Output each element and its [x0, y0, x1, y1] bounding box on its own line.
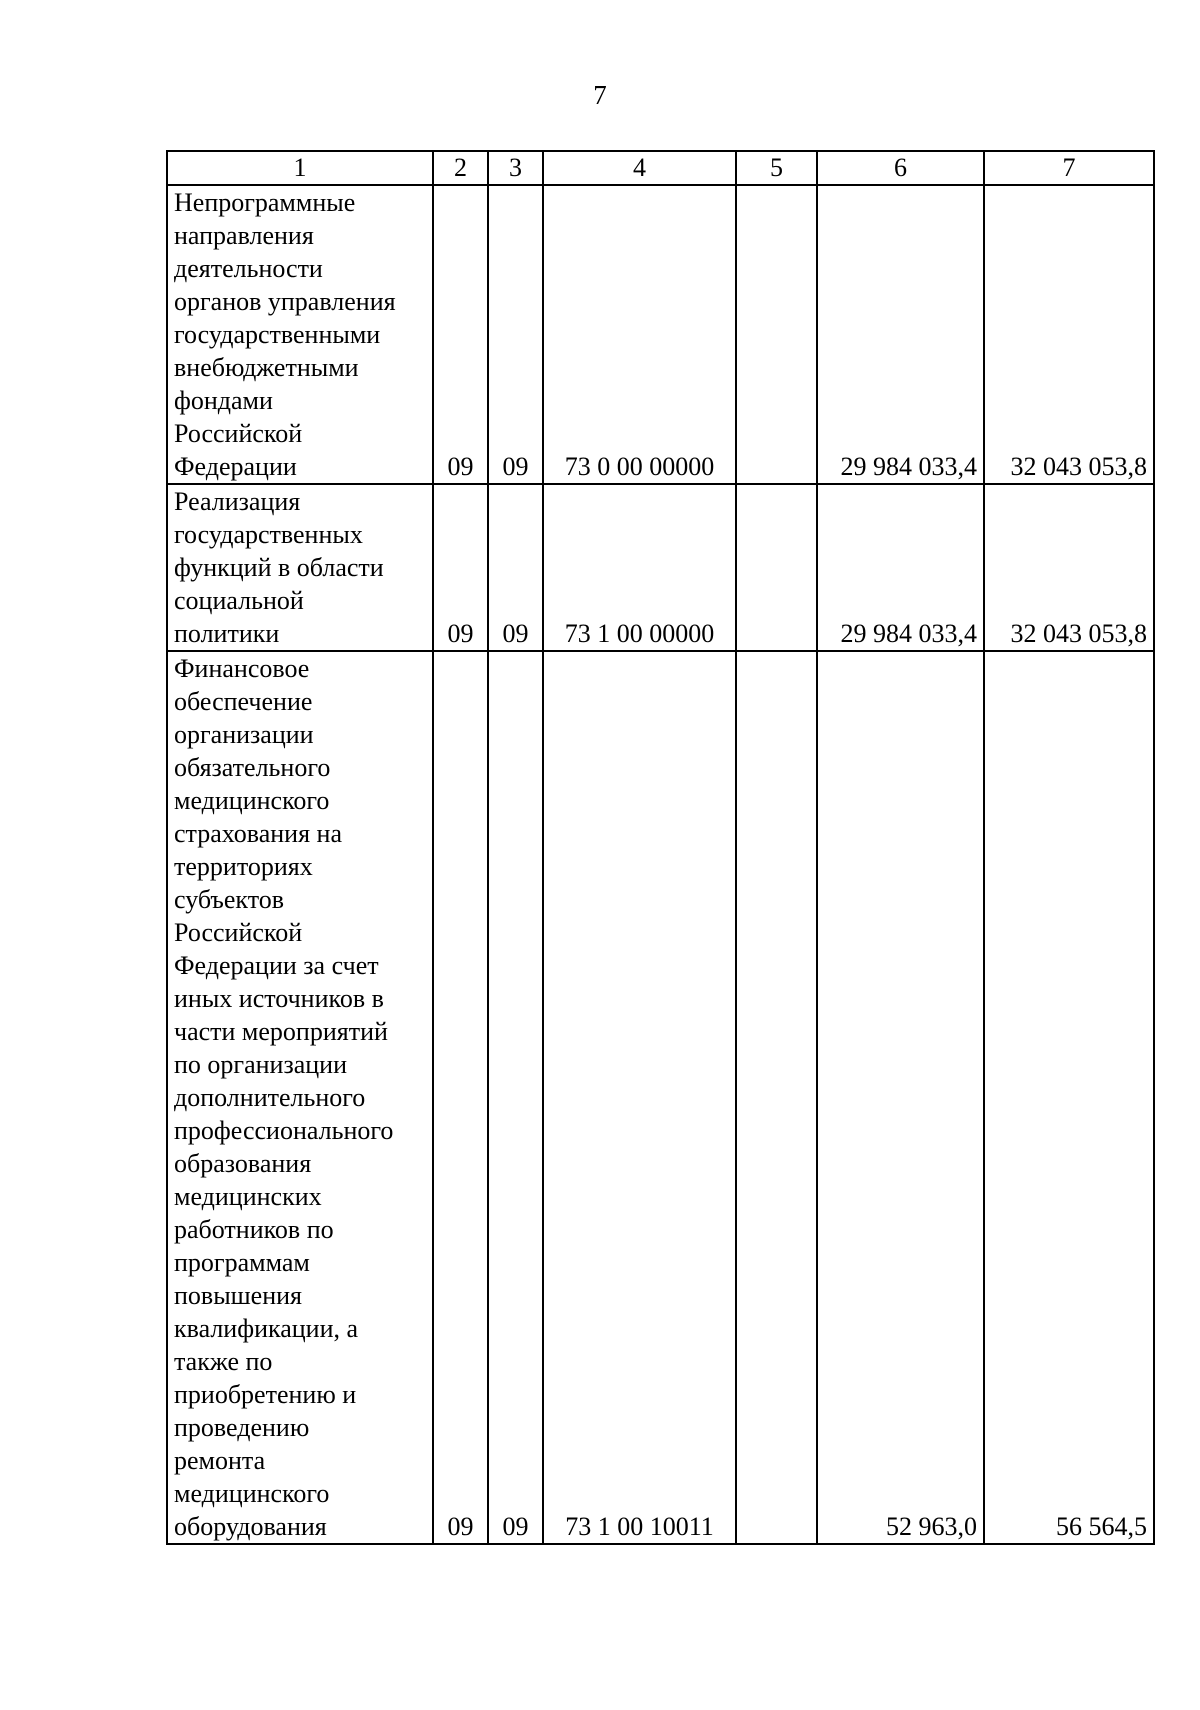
subsection-code-cell: 09 [488, 651, 543, 1544]
row-name-line: Непрограммные [174, 188, 356, 217]
expense-type-cell [736, 484, 817, 651]
expense-type-cell [736, 651, 817, 1544]
column-header: 4 [543, 151, 736, 185]
section-code-cell: 09 [433, 185, 488, 484]
amount-col7-cell: 32 043 053,8 [984, 185, 1154, 484]
row-name-line: иных источников в [174, 984, 384, 1013]
amount-col6-cell: 29 984 033,4 [817, 185, 984, 484]
row-name-line: политики [174, 619, 280, 648]
section-code-cell: 09 [433, 484, 488, 651]
column-header: 2 [433, 151, 488, 185]
target-article-cell: 73 0 00 00000 [543, 185, 736, 484]
table-body [167, 185, 1154, 1544]
column-header: 1 [167, 151, 433, 185]
amount-col6-cell: 29 984 033,4 [817, 484, 984, 651]
expense-type-cell [736, 185, 817, 484]
row-name-line: профессионального [174, 1116, 394, 1145]
target-article-cell: 73 1 00 00000 [543, 484, 736, 651]
column-header: 5 [736, 151, 817, 185]
subsection-code-cell: 09 [488, 185, 543, 484]
row-name-line: Федерации за счет [174, 951, 379, 980]
amount-col7-cell: 32 043 053,8 [984, 484, 1154, 651]
row-name-line: части мероприятий [174, 1017, 388, 1046]
column-header: 6 [817, 151, 984, 185]
column-header: 7 [984, 151, 1154, 185]
row-name-line: направления [174, 221, 314, 250]
row-name-line: территориях [174, 852, 313, 881]
row-name-line: социальной [174, 586, 304, 615]
row-name-line: по организации [174, 1050, 347, 1079]
amount-col6-cell: 52 963,0 [817, 651, 984, 1544]
row-name-line: Финансовое [174, 654, 310, 683]
table-header-row [167, 151, 1154, 185]
row-name-line: образования [174, 1149, 312, 1178]
row-name-line: деятельности [174, 254, 323, 283]
row-name-line: ремонта [174, 1446, 266, 1475]
column-header: 3 [488, 151, 543, 185]
row-name-line: приобретению и [174, 1380, 357, 1409]
row-name-line: государственными [174, 320, 381, 349]
row-name-line: обязательного [174, 753, 331, 782]
row-name-line: программам [174, 1248, 310, 1277]
row-name-line: Российской [174, 419, 303, 448]
row-name-line: повышения [174, 1281, 303, 1310]
row-name-line: органов управления [174, 287, 396, 316]
row-name-line: государственных [174, 520, 363, 549]
row-name-line: проведению [174, 1413, 310, 1442]
row-name-line: также по [174, 1347, 273, 1376]
row-name-line: Федерации [174, 452, 297, 481]
row-name-line: Российской [174, 918, 303, 947]
row-name-line: работников по [174, 1215, 334, 1244]
table-row [167, 484, 1154, 651]
row-name-line: фондами [174, 386, 273, 415]
row-name-line: медицинских [174, 1182, 322, 1211]
row-name-line: страхования на [174, 819, 342, 848]
row-name-line: Реализация [174, 487, 301, 516]
row-name-line: обеспечение [174, 687, 313, 716]
row-name-cell [167, 185, 433, 484]
subsection-code-cell: 09 [488, 484, 543, 651]
budget-table [166, 150, 1155, 1545]
row-name-cell [167, 651, 433, 1544]
row-name-line: дополнительного [174, 1083, 366, 1112]
row-name-line: квалификации, а [174, 1314, 359, 1343]
row-name-cell [167, 484, 433, 651]
page-number: 7 [593, 80, 607, 110]
row-name-line: субъектов [174, 885, 285, 914]
row-name-line: внебюджетными [174, 353, 359, 382]
row-name-line: функций в области [174, 553, 384, 582]
amount-col7-cell: 56 564,5 [984, 651, 1154, 1544]
row-name-line: медицинского [174, 786, 330, 815]
row-name-line: оборудования [174, 1512, 327, 1541]
table-row [167, 651, 1154, 1544]
row-name-line: организации [174, 720, 314, 749]
table-row [167, 185, 1154, 484]
row-name-line: медицинского [174, 1479, 330, 1508]
section-code-cell: 09 [433, 651, 488, 1544]
target-article-cell: 73 1 00 10011 [543, 651, 736, 1544]
